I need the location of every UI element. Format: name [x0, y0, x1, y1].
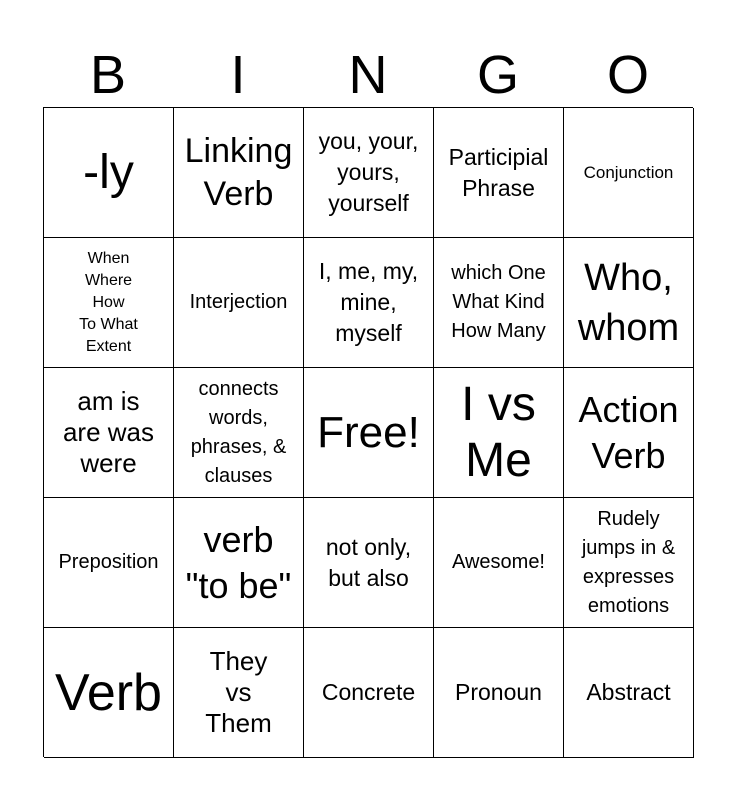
bingo-board: [43, 107, 693, 757]
bingo-cell[interactable]: Participial Phrase: [434, 108, 564, 238]
header-letter-i: I: [230, 45, 246, 105]
bingo-cell[interactable]: Who, whom: [564, 238, 694, 368]
bingo-cell[interactable]: When Where How To What Extent: [44, 238, 174, 368]
bingo-cell[interactable]: Abstract: [564, 628, 694, 758]
bingo-cell[interactable]: I vs Me: [434, 368, 564, 498]
bingo-cell[interactable]: connects words, phrases, & clauses: [174, 368, 304, 498]
bingo-cell[interactable]: I, me, my, mine, myself: [304, 238, 434, 368]
header-letter-g: G: [476, 45, 519, 105]
bingo-cell[interactable]: Rudely jumps in & expresses emotions: [564, 498, 694, 628]
bingo-cell[interactable]: am is are was were: [44, 368, 174, 498]
bingo-cell[interactable]: verb "to be": [174, 498, 304, 628]
header-letter-b: B: [89, 45, 127, 105]
bingo-cell[interactable]: not only, but also: [304, 498, 434, 628]
free-space[interactable]: Free!: [304, 368, 434, 498]
bingo-cell[interactable]: Interjection: [174, 238, 304, 368]
header-letter-n: N: [348, 45, 388, 105]
bingo-cell[interactable]: Verb: [44, 628, 174, 758]
bingo-cell[interactable]: Awesome!: [434, 498, 564, 628]
bingo-cell[interactable]: Action Verb: [564, 368, 694, 498]
bingo-cell[interactable]: Concrete: [304, 628, 434, 758]
bingo-header: [43, 44, 693, 106]
bingo-cell[interactable]: Linking Verb: [174, 108, 304, 238]
bingo-cell[interactable]: They vs Them: [174, 628, 304, 758]
bingo-cell[interactable]: Conjunction: [564, 108, 694, 238]
header-letter-o: O: [606, 45, 649, 105]
bingo-cell[interactable]: Preposition: [44, 498, 174, 628]
bingo-cell[interactable]: -ly: [44, 108, 174, 238]
bingo-cell[interactable]: you, your, yours, yourself: [304, 108, 434, 238]
bingo-cell[interactable]: which One What Kind How Many: [434, 238, 564, 368]
bingo-cell[interactable]: Pronoun: [434, 628, 564, 758]
